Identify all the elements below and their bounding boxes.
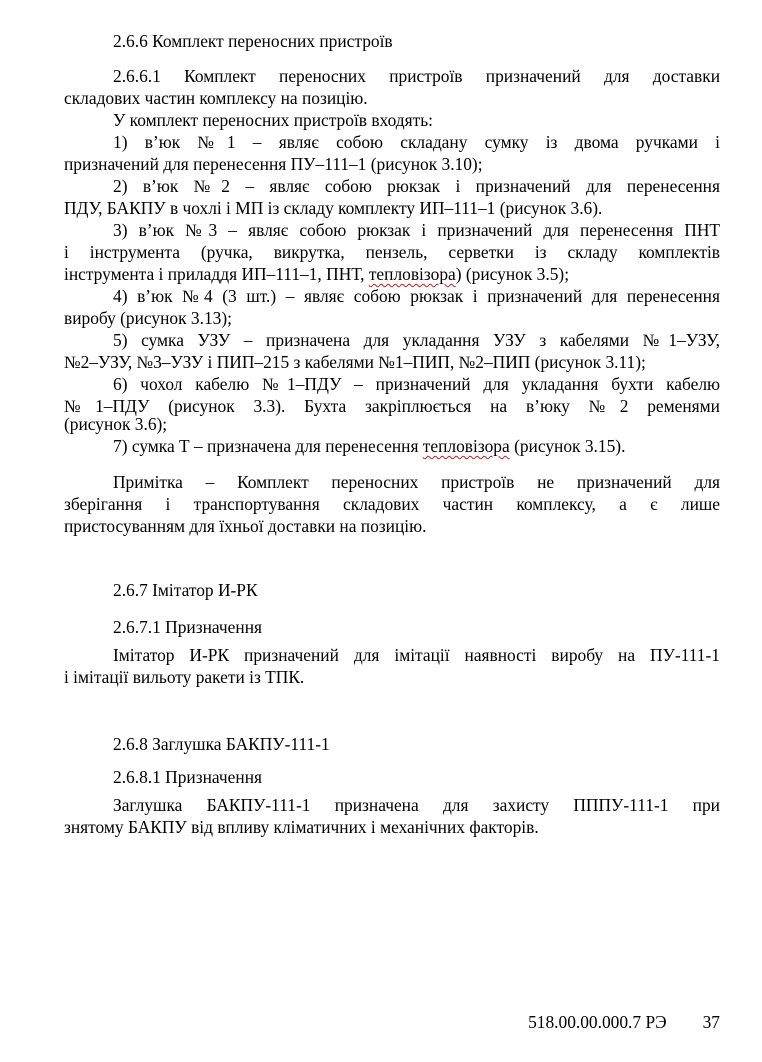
text-line: знятому БАКПУ від впливу кліматичних і механічних факторів. [64, 817, 539, 837]
list-intro: У комплект переносних пристроїв входять: [113, 110, 433, 130]
text-line: 2) в’юк №2 – являє собою рюкзак і призначений для перенесення [113, 176, 720, 196]
text-line: складових частин комплексу на позицію. [64, 88, 368, 108]
subsection-heading-2-6-7-1: 2.6.7.1 Призначення [113, 617, 263, 637]
text-line [64, 264, 720, 285]
text-fragment: (рисунок 3.15). [509, 436, 626, 456]
text-line: №1–ПДУ (рисунок 3.3). Бухта закріплюється на в’юку №2 ременями [64, 396, 720, 416]
text-line: 6) чохол кабелю №1–ПДУ – призначений для укладання бухти кабелю [113, 374, 720, 394]
section-heading-2-6-8: 2.6.8 Заглушка БАКПУ-111-1 [113, 734, 330, 754]
text-line: 2.6.6.1 Комплект переносних пристроїв призначений для доставки [113, 66, 720, 86]
text-line: Примітка – Комплект переносних пристроїв не призначений для [113, 472, 720, 492]
text-line: і імітації вильоту ракети із ТПК. [64, 667, 305, 687]
text-fragment: інструмента і приладдя ИП–111–1, ПНТ, [64, 264, 369, 284]
text-line: і інструмента (ручка, викрутка, пензель, серветки із складу комплектів [64, 242, 720, 262]
text-line: №2–УЗУ, №3–УЗУ і ПИП–215 з кабелями №1–ПИП, №2–ПИП (рисунок 3.11); [64, 352, 646, 372]
text-line: пристосуванням для їхньої доставки на позицію. [64, 516, 427, 536]
document-code: 518.00.00.000.7 РЭ [528, 1012, 667, 1032]
text-line: зберігання і транспортування складових частин комплексу, а є лише [64, 494, 720, 514]
text-line: Заглушка БАКПУ-111-1 призначена для захисту ПППУ-111-1 при [113, 795, 720, 815]
text-line: призначений для перенесення ПУ–111–1 (рисунок 3.10); [64, 154, 483, 174]
spellcheck-marked-word: тепловізора [368, 264, 456, 284]
text-line: ПДУ, БАКПУ в чохлі і МП із складу комплекту ИП–111–1 (рисунок 3.6). [64, 198, 603, 218]
page-footer [528, 1012, 720, 1033]
text-line: 5) сумка УЗУ – призначена для укладання УЗУ з кабелями №1–УЗУ, [113, 330, 720, 350]
text-line: (рисунок 3.6); [64, 414, 168, 434]
subsection-heading-2-6-8-1: 2.6.8.1 Призначення [113, 767, 263, 787]
text-line: 3) в’юк №3 – являє собою рюкзак і призначений для перенесення ПНТ [113, 220, 720, 240]
text-line: 4) в’юк №4 (3 шт.) – являє собою рюкзак і призначений для перенесення [113, 286, 720, 306]
text-line: виробу (рисунок 3.13); [64, 308, 232, 328]
section-heading-2-6-6: 2.6.6 Комплект переносних пристроїв [113, 31, 393, 51]
list-item-7 [113, 436, 720, 457]
section-heading-2-6-7: 2.6.7 Імітатор И-РК [113, 580, 258, 600]
text-fragment: 7) сумка Т – призначена для перенесення [113, 436, 423, 456]
text-fragment: ) (рисунок 3.5); [455, 264, 570, 284]
text-line: Імітатор И-РК призначений для імітації наявності виробу на ПУ-111-1 [113, 645, 720, 665]
text-line: 1) в’юк №1 – являє собою складану сумку із двома ручками і [113, 132, 720, 152]
page-number: 37 [702, 1012, 720, 1032]
spellcheck-marked-word: тепловізора [422, 436, 510, 456]
